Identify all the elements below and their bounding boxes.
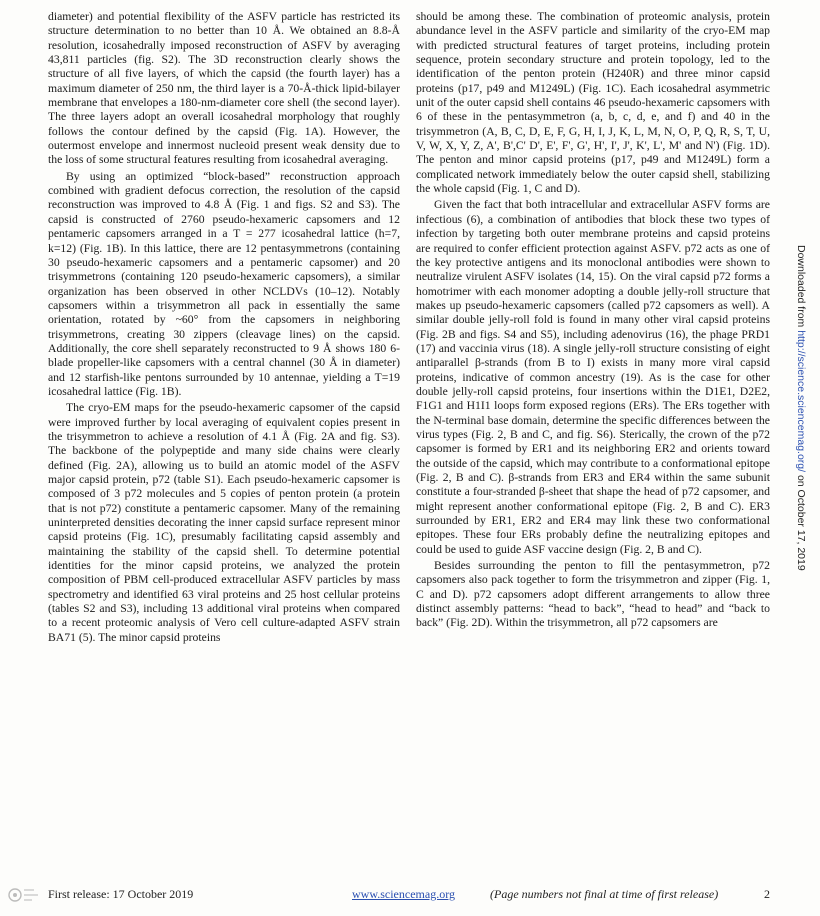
paragraph-right-2: Given the fact that both intracellular and extracellular ASFV forms are infectious (6), a combination of antibodies that block these two types of infection by targeting both outer membrane proteins and capsid proteins are required to confer efficient protection against ASFV. p72 acts as one of the key protective antigens and its monoclonal antibodies were shown to neutralize virulent ASFV isolates (14, 15). On the viral capsid p72 forms a homotrimer with each monomer adopting a double jelly-roll structure that makes up pseudo-hexameric capsomers (called p72 capsomers as well). A similar double jelly-roll fold is found in many other viral capsid proteins (Fig. 2B and figs. S4 and S5), including adenovirus (16), the phage PRD1 (17) and vaccinia virus (18). A single jelly-roll structure consisting of eight antiparallel β-strands (from B to I) exists in many more viral capsid proteins, indicative of common ancestry (19). As is the case for other double jelly-roll capsid proteins, four insertions within the D1E1, D2E2, F1G1 and H1I1 loops form exposed regions (ERs). The ERs together with the N-terminal base domain, determine the specific differences between the virus types (Fig. 2, B and C, and fig. S6). Sterically, the crown of the p72 capsomer is formed by ER1 and its neighboring ER2 and orients toward the outside of the capsid, which may contribute to a conformational epitope (Fig. 2, B and C). β-strands from ER3 and ER4 within the same subunit constitute a four-stranded β-sheet that shape the head of p72 capsomer, and might represent another conformational epitope (Fig. 2, B and C). ER3 surrounded by ER1, ER2 and ER4 may link these two conformational epitopes. These four ERs probably define the neutralizing epitopes and could be used to guide ASF vaccine design (Fig. 2, B and C).	[416, 198, 770, 556]
page-number: 2	[764, 887, 770, 901]
paragraph-right-3: Besides surrounding the penton to fill the pentasymmetron, p72 capsomers also pack together to form the trisymmetron and zipper (Fig. 1, C and D). p72 capsomers adopt different arrangements to allow three distinct assembly patterns: “head to back”, “head to head” and “back to back” (Fig. 2D). Within the trisymmetron, all p72 capsomers are	[416, 559, 770, 630]
page-number-note: (Page numbers not final at time of first release)	[490, 887, 719, 901]
left-column	[48, 10, 400, 645]
page-footer	[48, 887, 770, 905]
right-column	[416, 10, 770, 631]
release-date: First release: 17 October 2019	[48, 887, 194, 901]
paragraph-left-3: The cryo-EM maps for the pseudo-hexameric capsomer of the capsid were improved further by local averaging of equivalent copies present in the trisymmetron to achieve a resolution of 4.1 Å (Fig. 2A and fig. S3). The backbone of the polypeptide and many side chains were clearly defined (Fig. 2A), allowing us to build an atomic model of the ASFV major capsid protein, p72 (table S1). Each pseudo-hexameric capsomer is composed of 3 p72 molecules and 5 copies of penton protein (a protein that is not p72) constitute a pentameric capsomer. Many of the remaining uninterpreted densities decorating the inner capsid surface represent minor capsid proteins (Fig. 1C), presumably facilitating capsid assembly and maintaining the stability of the capsid shell. To determine potential identities for the minor capsid proteins, we analyzed the protein composition of PBM cell-produced extracellular ASFV particles by mass spectrometry and identified 63 viral proteins and 25 host cellular proteins (tables S2 and S3), including 13 additional viral proteins when compared to a recent proteomic analysis of Vero cell culture-adapted ASFV strain BA71 (5). The minor capsid proteins	[48, 401, 400, 644]
paragraph-left-2: By using an optimized “block-based” reconstruction approach combined with gradient defocus correction, the resolution of the capsid reconstruction was improved to 4.8 Å (Fig. 1 and figs. S2 and S3). The capsid is constructed of 2760 pseudo-hexameric capsomers and 12 pentameric capsomers arranged in a T = 277 icosahedral lattice (h=7, k=12) (Fig. 1B). In this lattice, there are 12 pentasymmetrons (containing 30 pseudo-hexameric capsomers and a pentameric capsomer) and 20 trisymmetrons (containing 120 pseudo-hexameric capsomers), a similar organization has been observed in other NCLDVs (10–12). Notably capsomers within a trisymmetron all pack in essentially the same orientation, rotated by ~60° from the capsomers in neighboring trisymmetrons, creating 30 zippers (cleavage lines) on the capsid. Additionally, the core shell separately reconstructed to 9 Å shows 180 6-blade propeller-like capsomers with a central channel (30 Å in diameter) and 12 starfish-like pentons surrounded by 10 antennae, yielding a T=19 icosahedral lattice (Fig. 1B).	[48, 169, 400, 398]
watermark-logo-icon	[6, 884, 50, 910]
paragraph-left-1: diameter) and potential flexibility of the ASFV particle has restricted its structure determination to no better than 10 Å. We obtained an 8.8-Å resolution, icosahedrally imposed reconstruction of ASFV by averaging 43,811 particles (fig. S2). The 3D reconstruction clearly shows the structure of all five layers, of which the capsid (the fourth layer) has a maximum diameter of 250 nm, the third layer is a 70-Å-thick lipid-bilayer membrane that envelopes a 180-nm-diameter core shell (the second layer). The three layers adopt an overall icosahedral morphology that roughly follows the contour defined by the capsid (Fig. 1A). However, the outermost envelope and innermost nucleoid present weak density due to the loss of some structural features resulting from icosahedral averaging.	[48, 10, 400, 167]
paragraph-right-1: should be among these. The combination of proteomic analysis, protein abundance level in the ASFV particle and similarity of the cryo-EM map with predicted structural features of target proteins, including protein sequence, protein secondary structure and protein topology, led to the identification of the penton protein (H240R) and three minor capsid proteins (p17, p49 and M1249L) (Fig. 1C). Each icosahedral asymmetric unit of the outer capsid shell contains 46 pseudo-hexameric capsomers with 6 of these in the pentasymmetron (a, b, c, d, e, and f) and 40 in the trisymmetron (A, B, C, D, E, F, G, H, I, J, K, L, M, N, O, P, Q, R, S, T, U, V, W, X, Y, Z, A', B',C' D', E', F', G', H', I', J', K', L', M' and N') (Fig. 1D). The penton and minor capsid proteins (p17, p49 and M1249L) form a complicated network immediately below the outer capsid shell, stabilizing the whole capsid (Fig. 1, C and D).	[416, 10, 770, 196]
download-notice-link[interactable]: http://science.sciencemag.org/	[795, 330, 807, 473]
site-link[interactable]: www.sciencemag.org	[352, 887, 455, 901]
download-notice-prefix: Downloaded from	[795, 245, 807, 331]
download-notice-suffix: on October 17, 2019	[795, 472, 807, 571]
download-notice	[795, 245, 807, 571]
